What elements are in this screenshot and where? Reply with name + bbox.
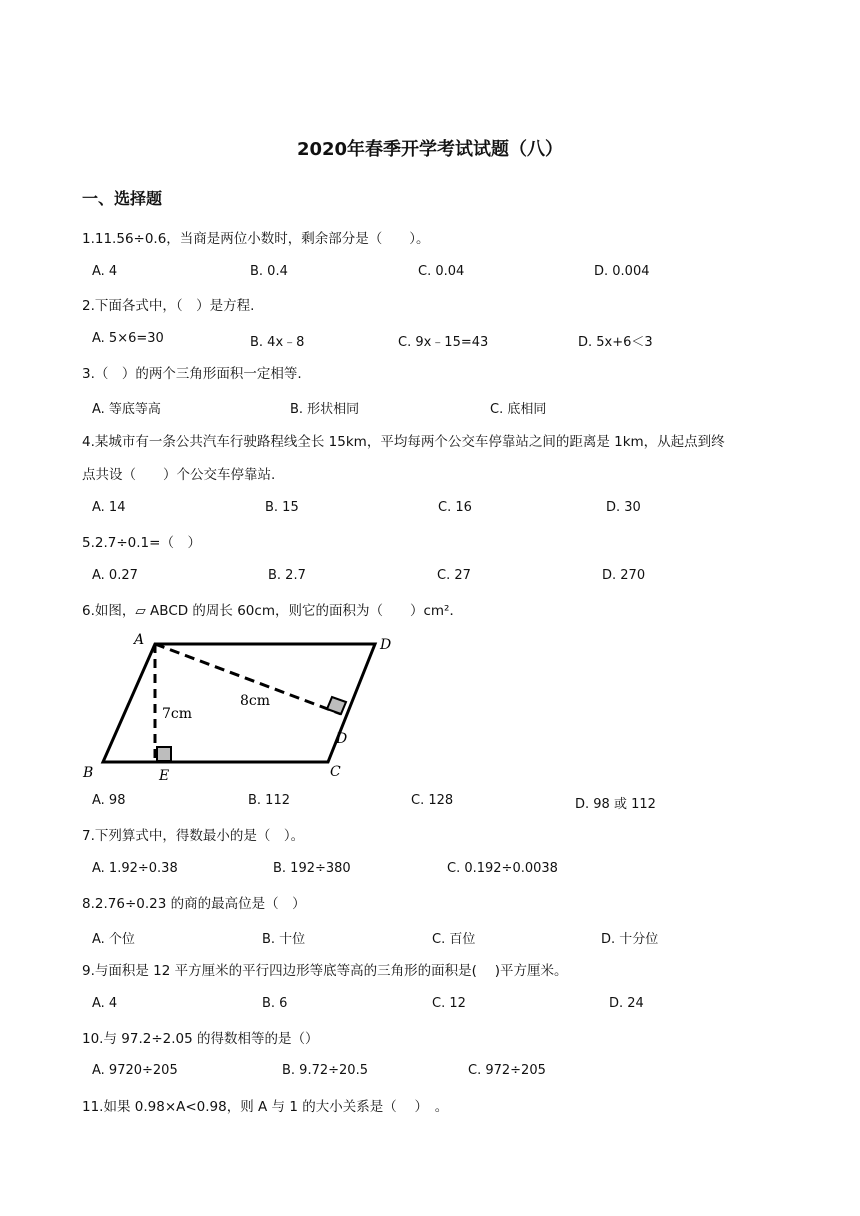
section-heading: 一、选择题	[82, 189, 163, 208]
height-label-7cm: 7cm	[162, 706, 193, 722]
question-10-option-c[interactable]: C. 972÷205	[468, 1063, 546, 1078]
question-7-option-b[interactable]: B. 192÷380	[273, 861, 351, 876]
question-4-stem-continued: 点共设（ ）个公交车停靠站.	[82, 467, 276, 483]
question-9-stem: 9.与面积是 12 平方厘米的平行四边形等底等高的三角形的面积是( )平方厘米。	[82, 963, 568, 979]
question-7-option-a[interactable]: A. 1.92÷0.38	[92, 861, 178, 876]
vertex-label-d-top: D	[380, 637, 392, 653]
question-9-option-b[interactable]: B. 6	[262, 996, 288, 1011]
question-6-option-d[interactable]: D. 98 或 112	[575, 797, 656, 812]
question-3-option-b[interactable]: B. 形状相同	[290, 402, 360, 417]
question-5-option-b[interactable]: B. 2.7	[268, 568, 306, 583]
vertex-label-b: B	[83, 765, 94, 781]
vertex-label-d-foot: D	[336, 731, 348, 747]
vertex-label-a: A	[134, 632, 145, 648]
question-10-stem: 10.与 97.2÷2.05 的得数相等的是（）	[82, 1031, 319, 1047]
question-1-option-c[interactable]: C. 0.04	[418, 264, 465, 279]
question-4-stem: 4.某城市有一条公共汽车行驶路程线全长 15km，平均每两个公交车停靠站之间的距离是 1km，从起点到终	[82, 434, 725, 450]
question-4-option-a[interactable]: A. 14	[92, 500, 126, 515]
question-7-option-c[interactable]: C. 0.192÷0.0038	[447, 861, 558, 876]
question-4-option-c[interactable]: C. 16	[438, 500, 472, 515]
question-5-option-c[interactable]: C. 27	[437, 568, 471, 583]
question-5-option-a[interactable]: A. 0.27	[92, 568, 138, 583]
question-8-option-a[interactable]: A. 个位	[92, 932, 135, 947]
question-6-option-a[interactable]: A. 98	[92, 793, 126, 808]
question-7-stem: 7.下列算式中，得数最小的是（ ）。	[82, 828, 305, 844]
question-10-option-b[interactable]: B. 9.72÷20.5	[282, 1063, 368, 1078]
question-6-option-c[interactable]: C. 128	[411, 793, 454, 808]
question-2-option-a[interactable]: A. 5×6=30	[92, 331, 164, 346]
question-9-option-a[interactable]: A. 4	[92, 996, 118, 1011]
question-2-stem: 2.下面各式中，（ ）是方程.	[82, 298, 255, 314]
question-4-option-d[interactable]: D. 30	[606, 500, 641, 515]
parallelogram-figure	[78, 628, 408, 788]
question-9-option-d[interactable]: D. 24	[609, 996, 644, 1011]
right-angle-mark-e	[157, 747, 171, 761]
question-4-option-b[interactable]: B. 15	[265, 500, 299, 515]
question-6-stem: 6.如图，▱ ABCD 的周长 60cm，则它的面积为（ ）cm²．	[82, 603, 463, 619]
question-2-option-c[interactable]: C. 9x﹣15=43	[398, 335, 489, 350]
question-8-option-d[interactable]: D. 十分位	[601, 932, 659, 947]
question-1-option-b[interactable]: B. 0.4	[250, 264, 288, 279]
page-title: 2020年春季开学考试试题（八）	[296, 139, 564, 160]
question-11-stem: 11.如果 0.98×A<0.98，则 A 与 1 的大小关系是（ ） 。	[82, 1099, 449, 1115]
vertex-label-e: E	[159, 768, 170, 784]
question-1-option-d[interactable]: D. 0.004	[594, 264, 650, 279]
question-6-option-b[interactable]: B. 112	[248, 793, 290, 808]
question-1-stem: 1.11.56÷0.6，当商是两位小数时，剩余部分是（ ）。	[82, 231, 430, 247]
question-3-option-c[interactable]: C. 底相同	[490, 402, 547, 417]
height-label-8cm: 8cm	[240, 693, 271, 709]
question-8-stem: 8.2.76÷0.23 的商的最高位是（ ）	[82, 896, 306, 912]
question-8-option-b[interactable]: B. 十位	[262, 932, 306, 947]
question-5-option-d[interactable]: D. 270	[602, 568, 646, 583]
question-3-option-a[interactable]: A. 等底等高	[92, 402, 161, 417]
question-2-option-b[interactable]: B. 4x﹣8	[250, 335, 305, 350]
question-5-stem: 5.2.7÷0.1=（ ）	[82, 535, 201, 551]
question-9-option-c[interactable]: C. 12	[432, 996, 466, 1011]
right-angle-mark-d	[327, 697, 346, 714]
question-3-stem: 3.（ ）的两个三角形面积一定相等.	[82, 366, 302, 382]
question-1-option-a[interactable]: A. 4	[92, 264, 118, 279]
question-8-option-c[interactable]: C. 百位	[432, 932, 476, 947]
vertex-label-c: C	[330, 764, 341, 780]
question-10-option-a[interactable]: A. 9720÷205	[92, 1063, 178, 1078]
question-2-option-d[interactable]: D. 5x+6＜3	[578, 335, 653, 350]
